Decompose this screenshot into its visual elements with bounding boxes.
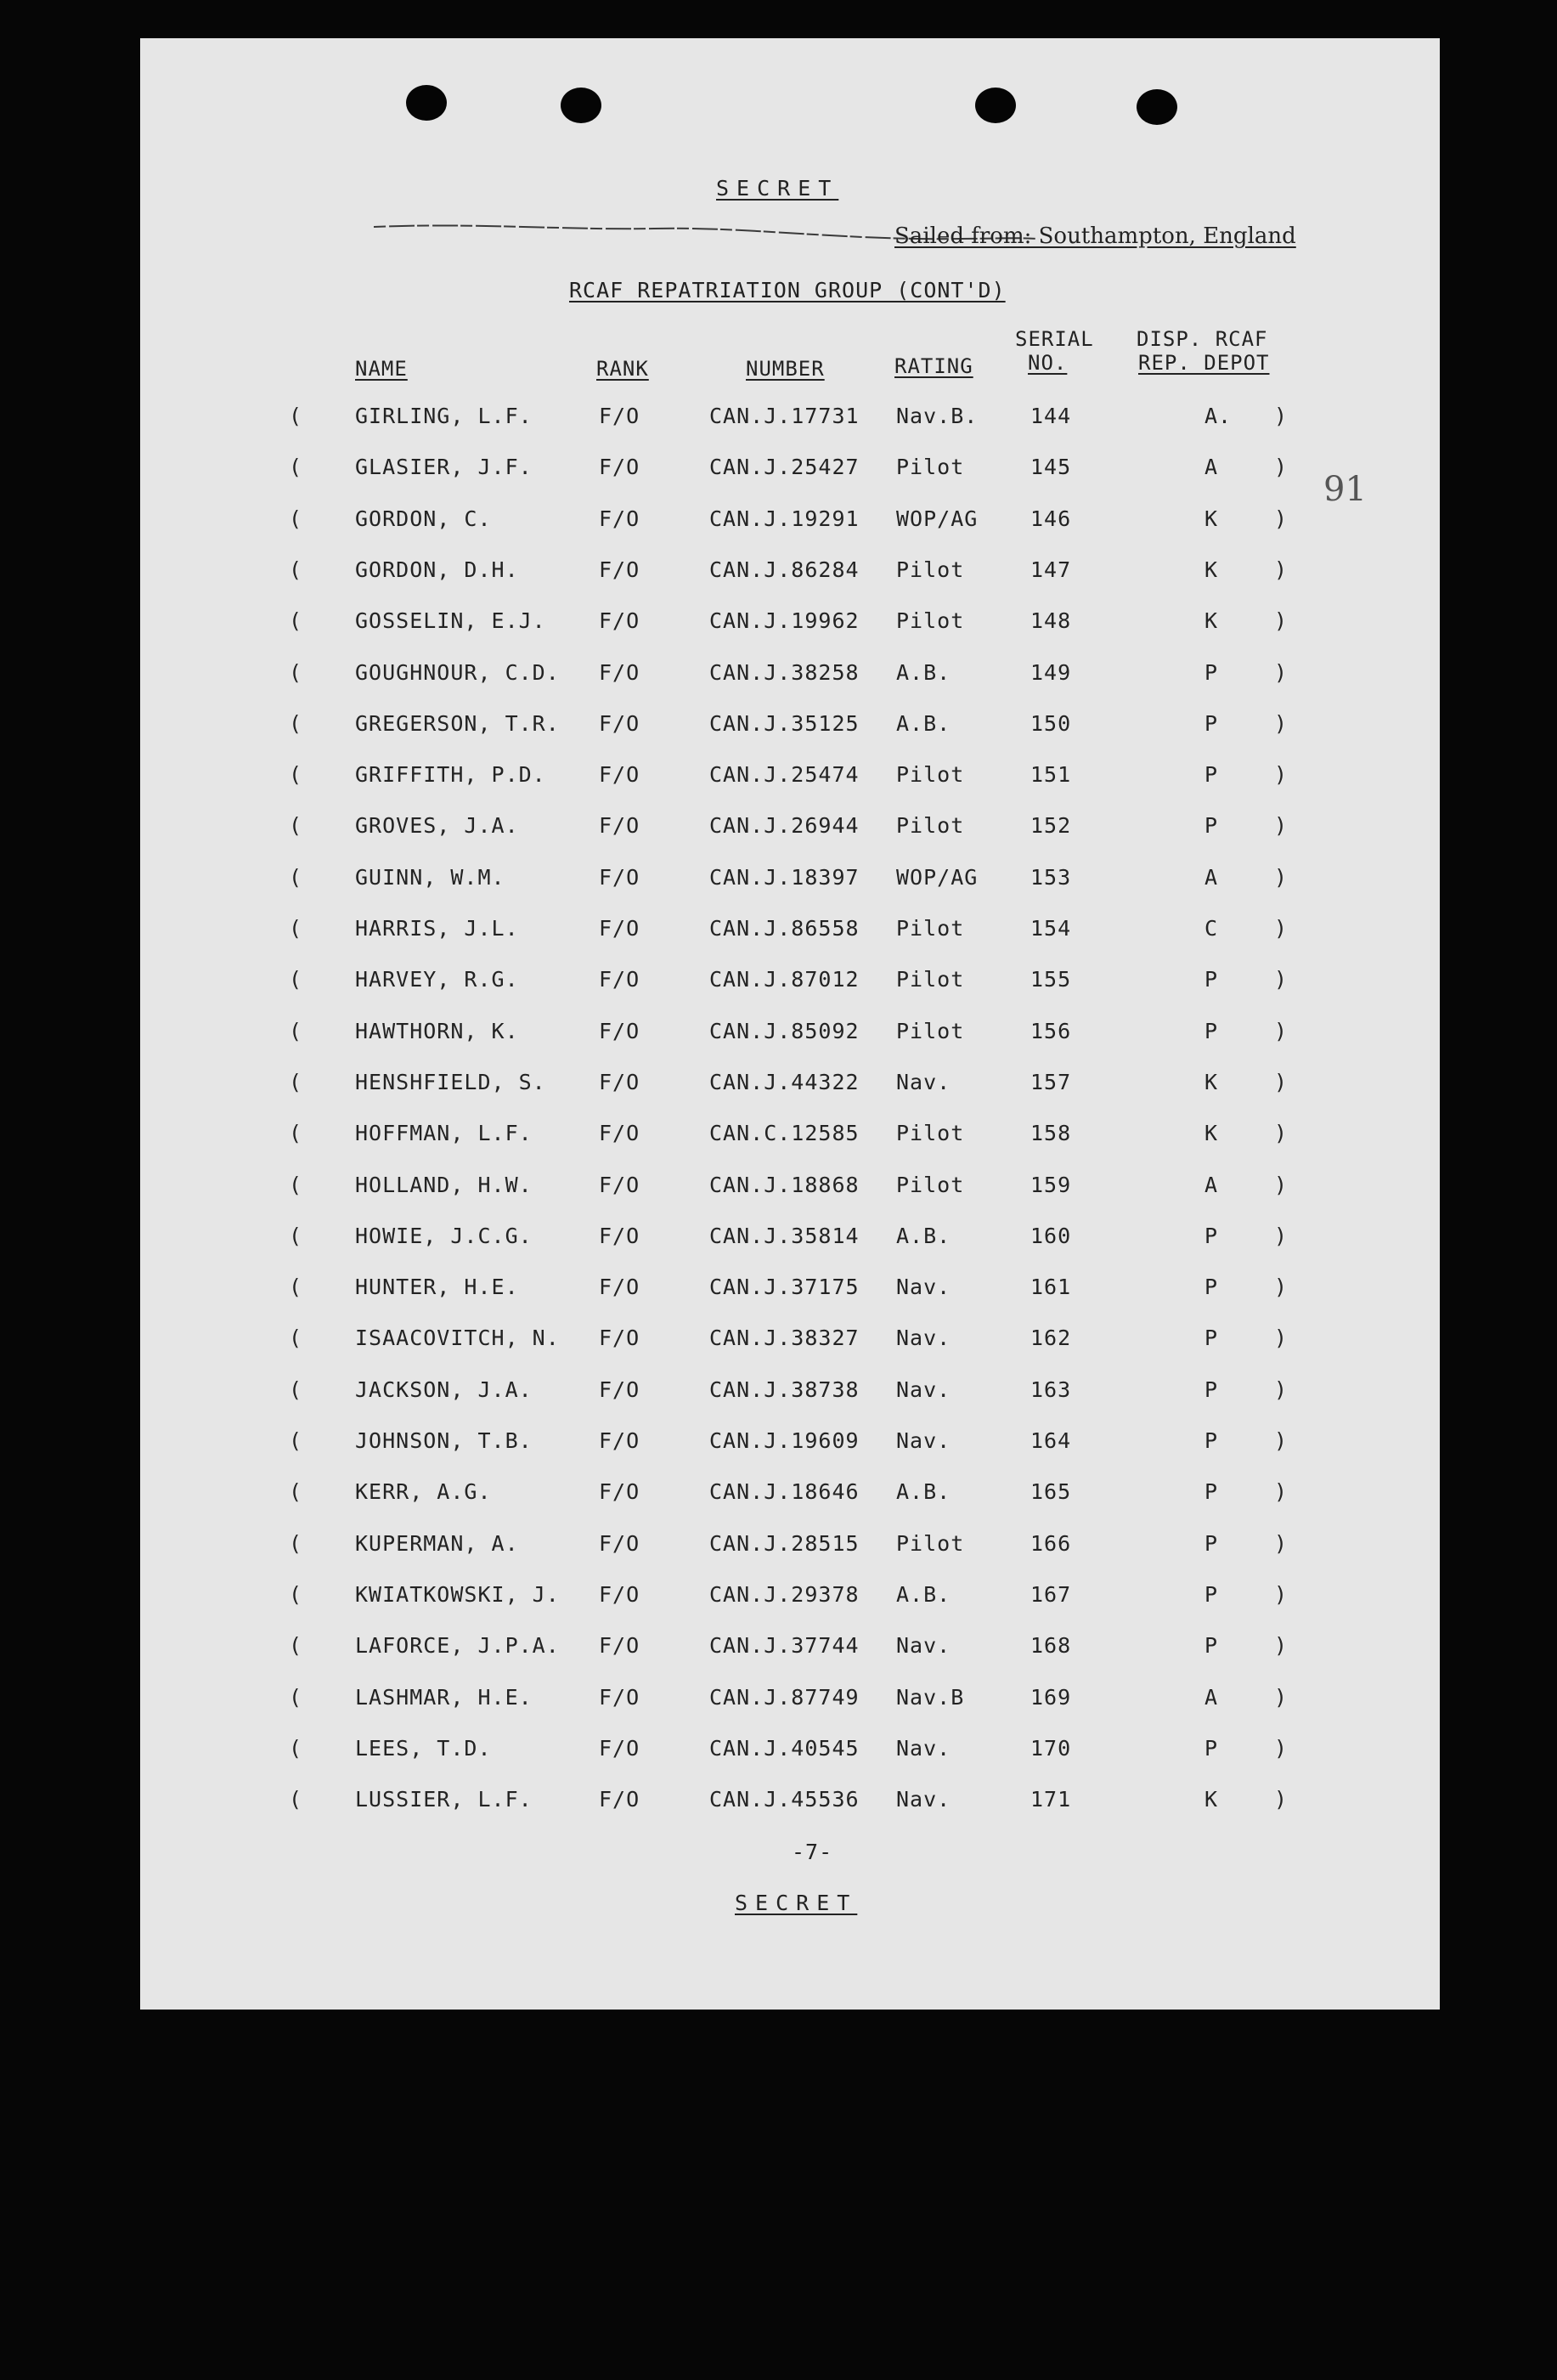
bracket-open: ( [289, 1377, 303, 1402]
rating: Pilot [896, 557, 965, 582]
rank: F/O [599, 762, 640, 788]
serial-number: 146 [1030, 506, 1072, 531]
person-name: LEES, T.D. [355, 1735, 492, 1761]
rating: WOP/AG [896, 864, 979, 890]
rank: F/O [599, 1275, 640, 1300]
rating: Pilot [896, 762, 965, 788]
serial-number: 153 [1030, 864, 1072, 890]
person-name: GRIFFITH, P.D. [355, 762, 546, 788]
table-row [140, 404, 1440, 438]
service-number: CAN.J.35814 [709, 1223, 860, 1248]
table-row [140, 1275, 1440, 1309]
table-row [140, 1787, 1440, 1821]
bracket-close: ) [1274, 813, 1289, 839]
bracket-open: ( [289, 1530, 303, 1556]
bracket-open: ( [289, 1018, 303, 1043]
service-number: CAN.J.19291 [709, 506, 860, 531]
page-mark-handwritten: 91 [1323, 470, 1367, 509]
service-number: CAN.J.19609 [709, 1428, 860, 1453]
rating: Pilot [896, 1121, 965, 1146]
person-name: LUSSIER, L.F. [355, 1787, 533, 1812]
col-header-serial-1: SERIAL [1015, 327, 1094, 351]
person-name: KUPERMAN, A. [355, 1530, 519, 1556]
classification-top: SECRET [716, 176, 839, 201]
serial-number: 145 [1030, 455, 1072, 480]
rating: Pilot [896, 455, 965, 480]
bracket-close: ) [1274, 1121, 1289, 1146]
bracket-open: ( [289, 916, 303, 941]
page-number: -7- [792, 1840, 833, 1864]
table-row [140, 1633, 1440, 1667]
service-number: CAN.J.44322 [709, 1069, 860, 1094]
person-name: GUINN, W.M. [355, 864, 505, 890]
rank: F/O [599, 1326, 640, 1351]
bracket-open: ( [289, 1633, 303, 1659]
table-row [140, 1326, 1440, 1360]
service-number: CAN.J.18646 [709, 1479, 860, 1505]
bracket-open: ( [289, 506, 303, 531]
depot-code: P [1204, 1633, 1219, 1659]
bracket-close: ) [1274, 1069, 1289, 1094]
depot-code: A [1204, 1684, 1219, 1710]
group-title: RCAF REPATRIATION GROUP (CONT'D) [569, 278, 1006, 302]
person-name: HAWTHORN, K. [355, 1018, 519, 1043]
rating: Nav. [896, 1377, 951, 1402]
rating: Nav.B. [896, 404, 979, 428]
bracket-close: ) [1274, 1377, 1289, 1402]
bracket-open: ( [289, 967, 303, 992]
rank: F/O [599, 1684, 640, 1710]
bracket-close: ) [1274, 1787, 1289, 1812]
bracket-close: ) [1274, 1275, 1289, 1300]
table-row [140, 1582, 1440, 1616]
depot-code: C [1204, 916, 1219, 941]
person-name: JOHNSON, T.B. [355, 1428, 533, 1453]
rating: Nav. [896, 1069, 951, 1094]
depot-code: A [1204, 1172, 1219, 1197]
person-name: GROVES, J.A. [355, 813, 519, 839]
col-header-number: NUMBER [746, 357, 825, 381]
serial-number: 164 [1030, 1428, 1072, 1453]
depot-code: P [1204, 1326, 1219, 1351]
table-row [140, 660, 1440, 694]
service-number: CAN.J.37744 [709, 1633, 860, 1659]
serial-number: 158 [1030, 1121, 1072, 1146]
serial-number: 147 [1030, 557, 1072, 582]
service-number: CAN.J.40545 [709, 1735, 860, 1761]
table-row [140, 711, 1440, 745]
depot-code: K [1204, 1121, 1219, 1146]
person-name: LAFORCE, J.P.A. [355, 1633, 560, 1659]
table-row [140, 1685, 1440, 1719]
bracket-open: ( [289, 1275, 303, 1300]
serial-number: 144 [1030, 404, 1072, 428]
depot-code: A. [1204, 404, 1233, 428]
rating: Pilot [896, 1530, 965, 1556]
table-row [140, 1070, 1440, 1104]
depot-code: P [1204, 1377, 1219, 1402]
bracket-close: ) [1274, 1428, 1289, 1453]
rank: F/O [599, 1069, 640, 1094]
bracket-close: ) [1274, 1018, 1289, 1043]
service-number: CAN.J.25427 [709, 455, 860, 480]
table-row [140, 1736, 1440, 1770]
serial-number: 148 [1030, 608, 1072, 634]
person-name: JACKSON, J.A. [355, 1377, 533, 1402]
bracket-open: ( [289, 1223, 303, 1248]
depot-code: P [1204, 762, 1219, 788]
service-number: CAN.J.86558 [709, 916, 860, 941]
table-row [140, 1224, 1440, 1258]
person-name: GIRLING, L.F. [355, 404, 533, 428]
bracket-open: ( [289, 1428, 303, 1453]
service-number: CAN.J.38258 [709, 659, 860, 685]
service-number: CAN.J.45536 [709, 1787, 860, 1812]
bracket-open: ( [289, 813, 303, 839]
person-name: GOSSELIN, E.J. [355, 608, 546, 634]
rank: F/O [599, 1223, 640, 1248]
serial-number: 159 [1030, 1172, 1072, 1197]
classification-bottom: SECRET [735, 1891, 858, 1915]
bracket-close: ) [1274, 967, 1289, 992]
rating: A.B. [896, 659, 951, 685]
col-header-serial-2: NO. [1028, 351, 1068, 375]
depot-code: P [1204, 1479, 1219, 1505]
rating: A.B. [896, 710, 951, 736]
depot-code: P [1204, 1223, 1219, 1248]
serial-number: 156 [1030, 1018, 1072, 1043]
service-number: CAN.J.38738 [709, 1377, 860, 1402]
service-number: CAN.J.28515 [709, 1530, 860, 1556]
bracket-close: ) [1274, 1223, 1289, 1248]
table-row [140, 557, 1440, 591]
bracket-open: ( [289, 1326, 303, 1351]
person-name: HOFFMAN, L.F. [355, 1121, 533, 1146]
table-row [140, 762, 1440, 796]
rating: Nav. [896, 1428, 951, 1453]
serial-number: 161 [1030, 1275, 1072, 1300]
rating: Pilot [896, 608, 965, 634]
bracket-open: ( [289, 404, 303, 428]
col-header-depot-1: DISP. RCAF [1137, 327, 1268, 351]
bracket-open: ( [289, 1172, 303, 1197]
punch-hole [975, 88, 1016, 123]
table-row [140, 506, 1440, 540]
rating: Pilot [896, 967, 965, 992]
service-number: CAN.J.87012 [709, 967, 860, 992]
depot-code: K [1204, 557, 1219, 582]
rank: F/O [599, 1479, 640, 1505]
bracket-close: ) [1274, 608, 1289, 634]
person-name: GOUGHNOUR, C.D. [355, 659, 560, 685]
serial-number: 155 [1030, 967, 1072, 992]
depot-code: A [1204, 864, 1219, 890]
rank: F/O [599, 710, 640, 736]
rating: A.B. [896, 1223, 951, 1248]
bracket-open: ( [289, 1121, 303, 1146]
serial-number: 167 [1030, 1581, 1072, 1607]
rating: Pilot [896, 813, 965, 839]
serial-number: 152 [1030, 813, 1072, 839]
service-number: CAN.C.12585 [709, 1121, 860, 1146]
rating: Nav. [896, 1787, 951, 1812]
rating: Pilot [896, 1172, 965, 1197]
service-number: CAN.J.37175 [709, 1275, 860, 1300]
rating: Nav. [896, 1275, 951, 1300]
depot-code: P [1204, 1735, 1219, 1761]
punch-hole [406, 85, 447, 121]
rank: F/O [599, 864, 640, 890]
person-name: HARVEY, R.G. [355, 967, 519, 992]
depot-code: P [1204, 967, 1219, 992]
rank: F/O [599, 813, 640, 839]
table-row [140, 1479, 1440, 1513]
serial-number: 163 [1030, 1377, 1072, 1402]
bracket-open: ( [289, 710, 303, 736]
rating: Nav. [896, 1326, 951, 1351]
service-number: CAN.J.17731 [709, 404, 860, 428]
rank: F/O [599, 1581, 640, 1607]
service-number: CAN.J.85092 [709, 1018, 860, 1043]
service-number: CAN.J.29378 [709, 1581, 860, 1607]
rank: F/O [599, 1121, 640, 1146]
bracket-open: ( [289, 1735, 303, 1761]
bracket-close: ) [1274, 557, 1289, 582]
bracket-close: ) [1274, 1633, 1289, 1659]
bracket-close: ) [1274, 1530, 1289, 1556]
rank: F/O [599, 404, 640, 428]
punch-hole [561, 88, 601, 123]
person-name: HOLLAND, H.W. [355, 1172, 533, 1197]
bracket-close: ) [1274, 864, 1289, 890]
col-header-depot-2: REP. DEPOT [1138, 351, 1270, 375]
depot-code: P [1204, 659, 1219, 685]
table-row [140, 1428, 1440, 1462]
table-row [140, 813, 1440, 847]
table-row [140, 608, 1440, 642]
rank: F/O [599, 1633, 640, 1659]
table-row [140, 865, 1440, 899]
rank: F/O [599, 1428, 640, 1453]
person-name: HARRIS, J.L. [355, 916, 519, 941]
rank: F/O [599, 608, 640, 634]
bracket-close: ) [1274, 455, 1289, 480]
serial-number: 160 [1030, 1223, 1072, 1248]
bracket-close: ) [1274, 506, 1289, 531]
sailed-from-line: Sailed from: Southampton, England [894, 223, 1296, 249]
table-row [140, 1019, 1440, 1053]
col-header-rating: RATING [894, 354, 973, 378]
rank: F/O [599, 1018, 640, 1043]
col-header-name: NAME [355, 357, 408, 381]
service-number: CAN.J.19962 [709, 608, 860, 634]
rank: F/O [599, 1787, 640, 1812]
person-name: HOWIE, J.C.G. [355, 1223, 533, 1248]
table-row [140, 1173, 1440, 1207]
rating: Pilot [896, 916, 965, 941]
bracket-open: ( [289, 455, 303, 480]
serial-number: 150 [1030, 710, 1072, 736]
bracket-open: ( [289, 1479, 303, 1505]
punch-hole [1137, 89, 1177, 125]
table-row [140, 967, 1440, 1001]
person-name: GLASIER, J.F. [355, 455, 533, 480]
bracket-close: ) [1274, 762, 1289, 788]
person-name: HENSHFIELD, S. [355, 1069, 546, 1094]
depot-code: K [1204, 1069, 1219, 1094]
serial-number: 157 [1030, 1069, 1072, 1094]
rank: F/O [599, 1530, 640, 1556]
rank: F/O [599, 1377, 640, 1402]
serial-number: 170 [1030, 1735, 1072, 1761]
rank: F/O [599, 455, 640, 480]
depot-code: P [1204, 710, 1219, 736]
bracket-open: ( [289, 1069, 303, 1094]
service-number: CAN.J.38327 [709, 1326, 860, 1351]
person-name: ISAACOVITCH, N. [355, 1326, 560, 1351]
rank: F/O [599, 1172, 640, 1197]
serial-number: 151 [1030, 762, 1072, 788]
bracket-open: ( [289, 762, 303, 788]
depot-code: K [1204, 608, 1219, 634]
table-row [140, 1377, 1440, 1411]
rank: F/O [599, 659, 640, 685]
service-number: CAN.J.18397 [709, 864, 860, 890]
service-number: CAN.J.86284 [709, 557, 860, 582]
bracket-close: ) [1274, 659, 1289, 685]
document-page [140, 38, 1440, 2010]
bracket-open: ( [289, 1581, 303, 1607]
depot-code: P [1204, 1275, 1219, 1300]
serial-number: 166 [1030, 1530, 1072, 1556]
service-number: CAN.J.18868 [709, 1172, 860, 1197]
depot-code: P [1204, 1581, 1219, 1607]
serial-number: 168 [1030, 1633, 1072, 1659]
depot-code: P [1204, 1428, 1219, 1453]
service-number: CAN.J.26944 [709, 813, 860, 839]
rank: F/O [599, 506, 640, 531]
bracket-open: ( [289, 557, 303, 582]
rating: A.B. [896, 1581, 951, 1607]
table-row [140, 916, 1440, 950]
bracket-open: ( [289, 608, 303, 634]
bracket-open: ( [289, 659, 303, 685]
person-name: KWIATKOWSKI, J. [355, 1581, 560, 1607]
bracket-close: ) [1274, 1326, 1289, 1351]
bracket-close: ) [1274, 1735, 1289, 1761]
rating: A.B. [896, 1479, 951, 1505]
service-number: CAN.J.35125 [709, 710, 860, 736]
serial-number: 171 [1030, 1787, 1072, 1812]
serial-number: 149 [1030, 659, 1072, 685]
rating: Nav. [896, 1735, 951, 1761]
service-number: CAN.J.87749 [709, 1684, 860, 1710]
rating: Nav.B [896, 1684, 965, 1710]
bracket-open: ( [289, 1787, 303, 1812]
rating: WOP/AG [896, 506, 979, 531]
bracket-close: ) [1274, 1684, 1289, 1710]
table-row [140, 1121, 1440, 1155]
rank: F/O [599, 916, 640, 941]
serial-number: 154 [1030, 916, 1072, 941]
table-row [140, 1531, 1440, 1565]
bracket-close: ) [1274, 710, 1289, 736]
person-name: GORDON, C. [355, 506, 492, 531]
service-number: CAN.J.25474 [709, 762, 860, 788]
rating: Nav. [896, 1633, 951, 1659]
person-name: GREGERSON, T.R. [355, 710, 560, 736]
depot-code: P [1204, 1530, 1219, 1556]
serial-number: 169 [1030, 1684, 1072, 1710]
person-name: LASHMAR, H.E. [355, 1684, 533, 1710]
depot-code: K [1204, 1787, 1219, 1812]
depot-code: P [1204, 1018, 1219, 1043]
person-name: HUNTER, H.E. [355, 1275, 519, 1300]
bracket-open: ( [289, 864, 303, 890]
bracket-close: ) [1274, 1581, 1289, 1607]
rating: Pilot [896, 1018, 965, 1043]
person-name: GORDON, D.H. [355, 557, 519, 582]
col-header-rank: RANK [596, 357, 649, 381]
person-name: KERR, A.G. [355, 1479, 492, 1505]
depot-code: A [1204, 455, 1219, 480]
table-row [140, 455, 1440, 489]
serial-number: 162 [1030, 1326, 1072, 1351]
bracket-close: ) [1274, 1479, 1289, 1505]
depot-code: P [1204, 813, 1219, 839]
depot-code: K [1204, 506, 1219, 531]
rank: F/O [599, 967, 640, 992]
rank: F/O [599, 1735, 640, 1761]
serial-number: 165 [1030, 1479, 1072, 1505]
bracket-open: ( [289, 1684, 303, 1710]
bracket-close: ) [1274, 404, 1289, 428]
bracket-close: ) [1274, 1172, 1289, 1197]
rank: F/O [599, 557, 640, 582]
bracket-close: ) [1274, 916, 1289, 941]
